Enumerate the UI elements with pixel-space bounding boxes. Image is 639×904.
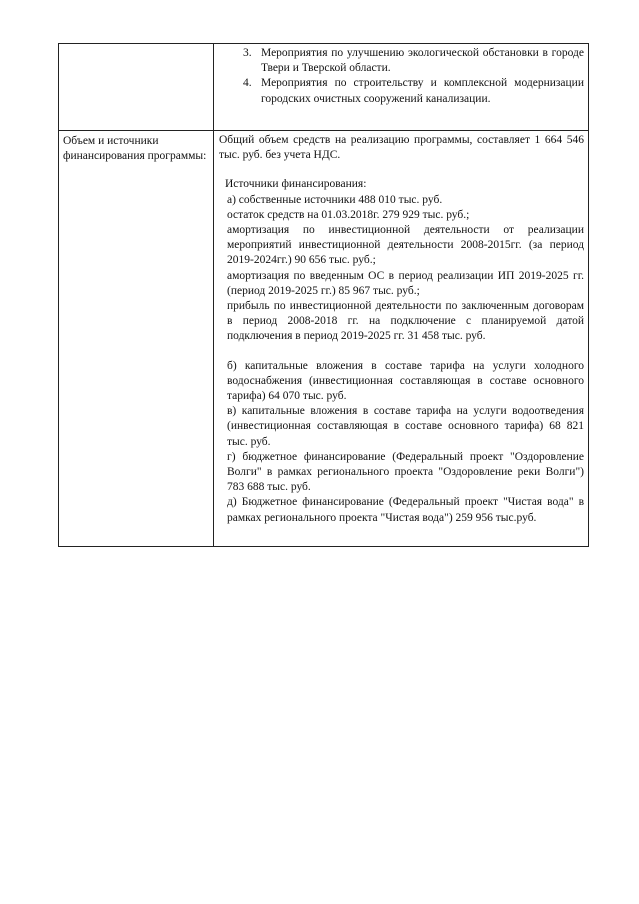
activities-cell	[219, 46, 584, 107]
source-item: остаток средств на 01.03.2018г. 279 929 тыс. руб.;	[227, 208, 470, 221]
list-item-text: Мероприятия по улучшению экологической обстановки в городе Твери и Тверской области.	[261, 47, 584, 75]
activities-list	[219, 46, 584, 107]
list-item-number: 3.	[243, 47, 252, 59]
source-item: прибыль по инвестиционной деятельности по заключенным договорам в период 2008-2018 гг. на подключение с планируемой датой подключения в период 2019-2025 гг. 31 458 тыс. руб.	[227, 300, 584, 343]
source-item: а) собственные источники 488 010 тыс. руб.	[227, 193, 443, 206]
program-passport-table	[58, 43, 589, 547]
list-item-number: 4.	[243, 77, 252, 90]
source-item: амортизация по введенным ОС в период реализации ИП 2019-2025 гг. (период 2019-2025 гг.) 85 967 тыс. руб.;	[227, 269, 584, 297]
funding-item: д) Бюджетное финансирование (Федеральный проект "Чистая вода" в рамках регионального проекта "Чистая вода") 259 956 тыс.руб.	[227, 496, 584, 524]
financing-cell	[219, 133, 584, 526]
source-item: амортизация по инвестиционной деятельности от реализации мероприятий инвестиционной деятельности 2008-2015гг. (за период 2019-2024гг.) 90 656 тыс. руб.;	[227, 224, 584, 267]
column-divider	[213, 44, 214, 130]
list-item	[219, 46, 584, 76]
funding-item: б) капитальные вложения в составе тарифа на услуги холодного водоснабжения (инвестиционная составляющая в составе основного тарифа) 64 070 тыс. руб.	[227, 359, 584, 403]
funding-item: г) бюджетное финансирование (Федеральный проект "Оздоровление Волги" в рамках регионального проекта "Оздоровление реки Волги") 783 688 тыс. руб.	[227, 450, 584, 494]
column-divider	[213, 130, 214, 546]
table-row	[59, 44, 588, 131]
funding-item: в) капитальные вложения в составе тарифа на услуги водоотведения (инвестиционная составляющая в составе основного тарифа) 68 821 тыс. руб.	[227, 405, 584, 448]
sources-heading: Источники финансирования:	[225, 178, 367, 191]
list-item-text: Мероприятия по строительству и комплексной модернизации городских очистных сооружений канализации.	[261, 77, 584, 105]
table-row	[59, 130, 588, 546]
list-item	[219, 76, 584, 106]
row-label: Объем и источники финансирования программы:	[63, 135, 207, 162]
total-amount-text: Общий объем средств на реализацию программы, составляет 1 664 546 тыс. руб. без учета НДС.	[219, 134, 584, 162]
